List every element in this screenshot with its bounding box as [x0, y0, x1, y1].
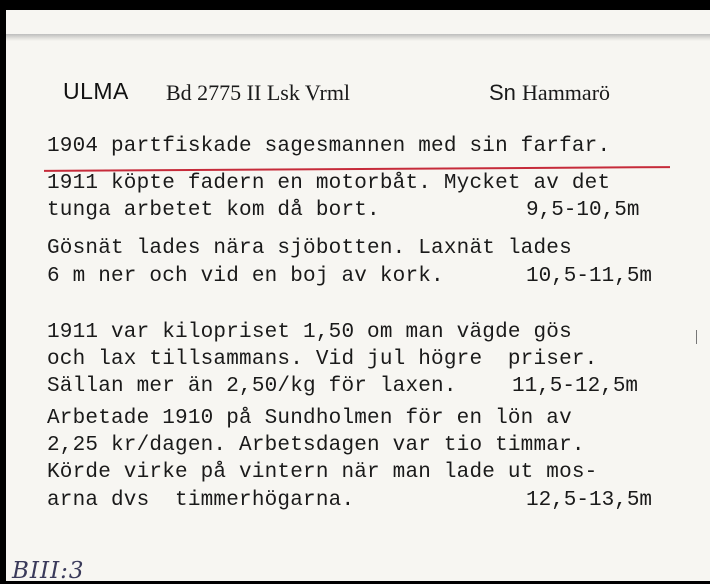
depth-range: 10,5-11,5m — [526, 265, 653, 288]
handwritten-margin-note: BIII:3 — [12, 558, 85, 584]
entry-line: 2,25 kr/dagen. Arbetsdagen var tio timmar. — [47, 434, 585, 457]
entry-line: 6 m ner och vid en boj av kork. — [47, 265, 444, 288]
entry-line: tunga arbetet kom då bort. — [47, 199, 380, 222]
parish-name: Hammarö — [522, 80, 611, 105]
entry-line: 1911 var kilopriset 1,50 om man vägde gös — [47, 321, 572, 344]
entry-line: arna dvs timmerhögarna. — [47, 489, 355, 512]
pencil-mark — [696, 330, 697, 344]
entry-line: Sällan mer än 2,50/kg för laxen. — [47, 375, 457, 398]
entry-line: Arbetade 1910 på Sundholmen för en lön av — [47, 407, 572, 430]
record-code: Bd 2775 II Lsk Vrml — [166, 80, 351, 105]
index-card — [6, 10, 710, 584]
card-top-shadow — [6, 34, 710, 41]
depth-range: 9,5-10,5m — [526, 199, 640, 222]
entry-line: Körde virke på vintern när man lade ut mos- — [47, 461, 598, 484]
parish-label — [489, 80, 610, 106]
depth-range: 11,5-12,5m — [512, 375, 639, 398]
entry-line: Gösnät lades nära sjöbotten. Laxnät lades — [47, 237, 572, 260]
depth-range: 12,5-13,5m — [526, 489, 653, 512]
parish-prefix: Sn — [489, 80, 516, 105]
archive-name: ULMA — [63, 78, 129, 104]
entry-line: 1911 köpte fadern en motorbåt. Mycket av det — [47, 172, 611, 195]
entry-line: och lax tillsammans. Vid jul högre priser. — [47, 348, 598, 371]
entry-line: 1904 partfiskade sagesmannen med sin farfar. — [47, 135, 611, 158]
